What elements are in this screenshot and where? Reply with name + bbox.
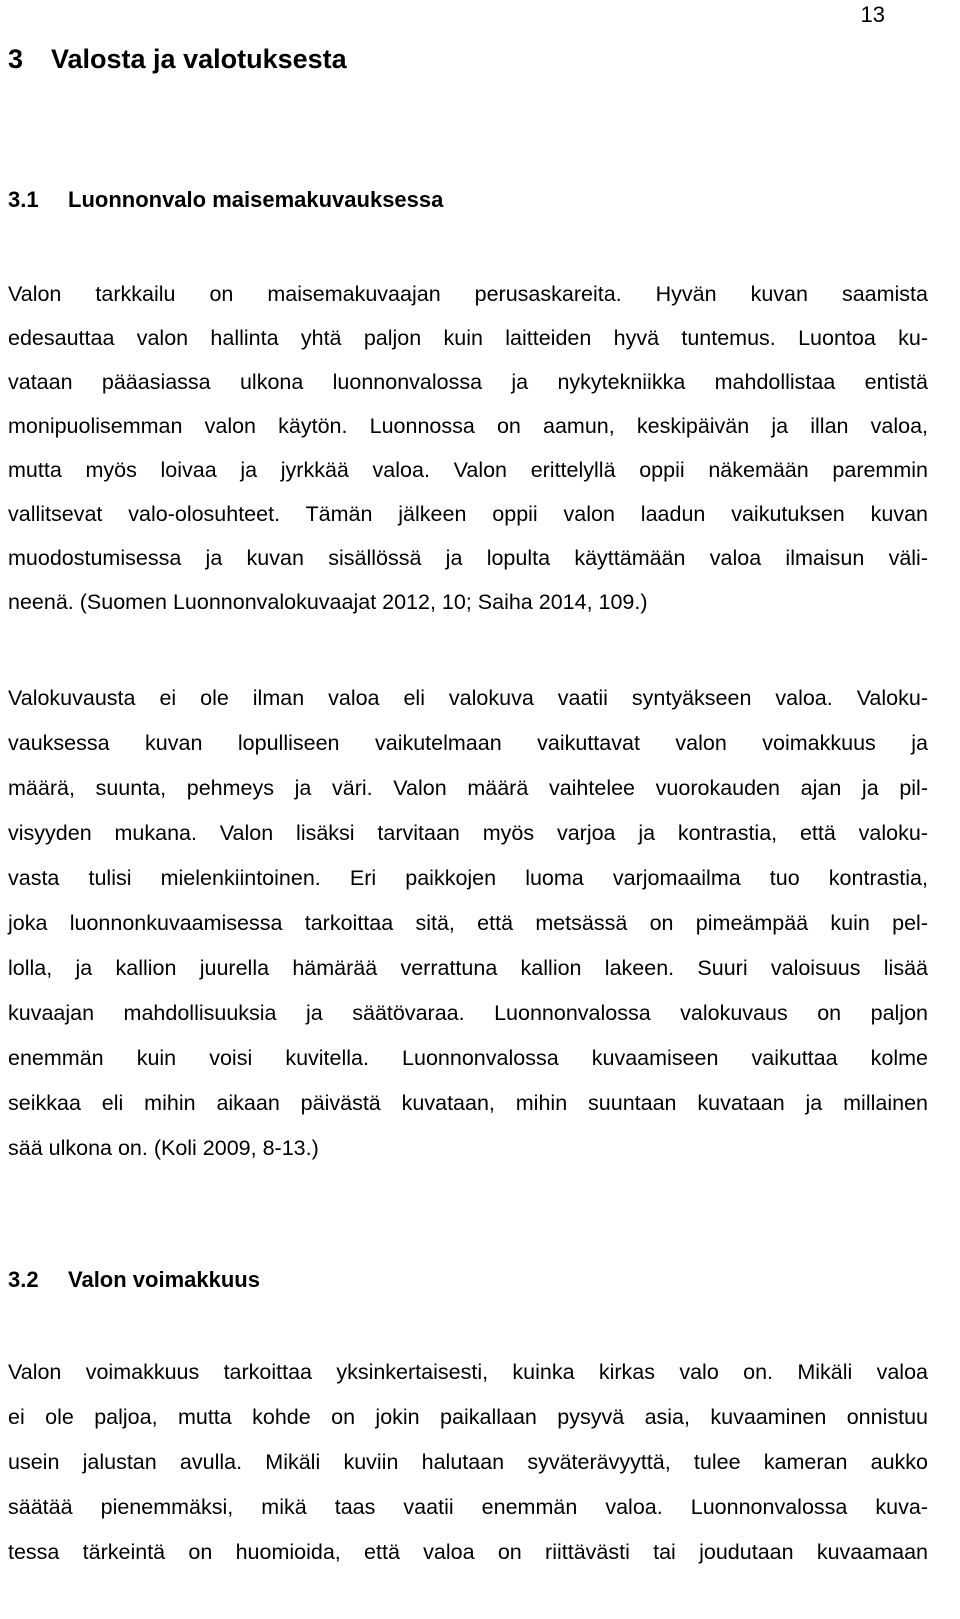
chapter-heading [8,44,347,75]
text-line: sää ulkona on. (Koli 2009, 8-13.) [8,1136,319,1160]
section-title: Valon voimakkuus [68,1267,260,1292]
text-line: edesauttaa valon hallinta yhtä paljon kuin laitteiden hyvä tuntemus. Luontoa ku- [8,326,928,350]
text-line: tessa tärkeintä on huomioida, että valoa on riittävästi tai joudutaan kuvaamaan [8,1540,928,1564]
text-line: vallitsevat valo-olosuhteet. Tämän jälkeen oppii valon laadun vaikutuksen kuvan [8,502,928,526]
text-line: muodostumisessa ja kuvan sisällössä ja lopulta käyttämään valoa ilmaisun väli- [8,546,928,570]
section-heading-3-1 [8,187,443,213]
text-line: enemmän kuin voisi kuvitella. Luonnonvalossa kuvaamiseen vaikuttaa kolme [8,1046,928,1070]
text-line: Valokuvausta ei ole ilman valoa eli valokuva vaatii syntyäkseen valoa. Valoku- [8,686,928,710]
text-line: lolla, ja kallion juurella hämärää verrattuna kallion lakeen. Suuri valoisuus lisää [8,956,928,980]
section-number: 3.2 [8,1267,39,1292]
section-title: Luonnonvalo maisemakuvauksessa [68,187,444,212]
text-line: kuvaajan mahdollisuuksia ja säätövaraa. Luonnonvalossa valokuvaus on paljon [8,1001,928,1025]
text-line: vasta tulisi mielenkiintoinen. Eri paikkojen luoma varjomaailma tuo kontrastia, [8,866,928,890]
chapter-title: Valosta ja valotuksesta [51,44,347,74]
text-line: monipuolisemman valon käytön. Luonnossa on aamun, keskipäivän ja illan valoa, [8,414,928,438]
text-line: Valon tarkkailu on maisemakuvaajan perusaskareita. Hyvän kuvan saamista [8,282,928,306]
text-line: seikkaa eli mihin aikaan päivästä kuvataan, mihin suuntaan kuvataan ja millainen [8,1091,928,1115]
text-line: neenä. (Suomen Luonnonvalokuvaajat 2012, 10; Saiha 2014, 109.) [8,590,648,614]
page-number: 13 [860,2,885,27]
text-line: vataan pääasiassa ulkona luonnonvalossa ja nykytekniikka mahdollistaa entistä [8,370,928,394]
section-heading-3-2 [8,1267,260,1293]
text-line: mutta myös loivaa ja jyrkkää valoa. Valon erittelyllä oppii näkemään paremmin [8,458,928,482]
section-number: 3.1 [8,187,39,212]
text-line: ei ole paljoa, mutta kohde on jokin paikallaan pysyvä asia, kuvaaminen onnistuu [8,1405,928,1429]
chapter-number: 3 [8,44,24,74]
text-line: Valon voimakkuus tarkoittaa yksinkertaisesti, kuinka kirkas valo on. Mikäli valoa [8,1360,928,1384]
text-line: usein jalustan avulla. Mikäli kuviin halutaan syväterävyyttä, tulee kameran aukko [8,1450,928,1474]
text-line: vauksessa kuvan lopulliseen vaikutelmaan vaikuttavat valon voimakkuus ja [8,731,928,755]
text-line: määrä, suunta, pehmeys ja väri. Valon määrä vaihtelee vuorokauden ajan ja pil- [8,776,928,800]
text-line: säätää pienemmäksi, mikä taas vaatii enemmän valoa. Luonnonvalossa kuva- [8,1495,928,1519]
text-line: visyyden mukana. Valon lisäksi tarvitaan myös varjoa ja kontrastia, että valoku- [8,821,928,845]
text-line: joka luonnonkuvaamisessa tarkoittaa sitä, että metsässä on pimeämpää kuin pel- [8,911,928,935]
